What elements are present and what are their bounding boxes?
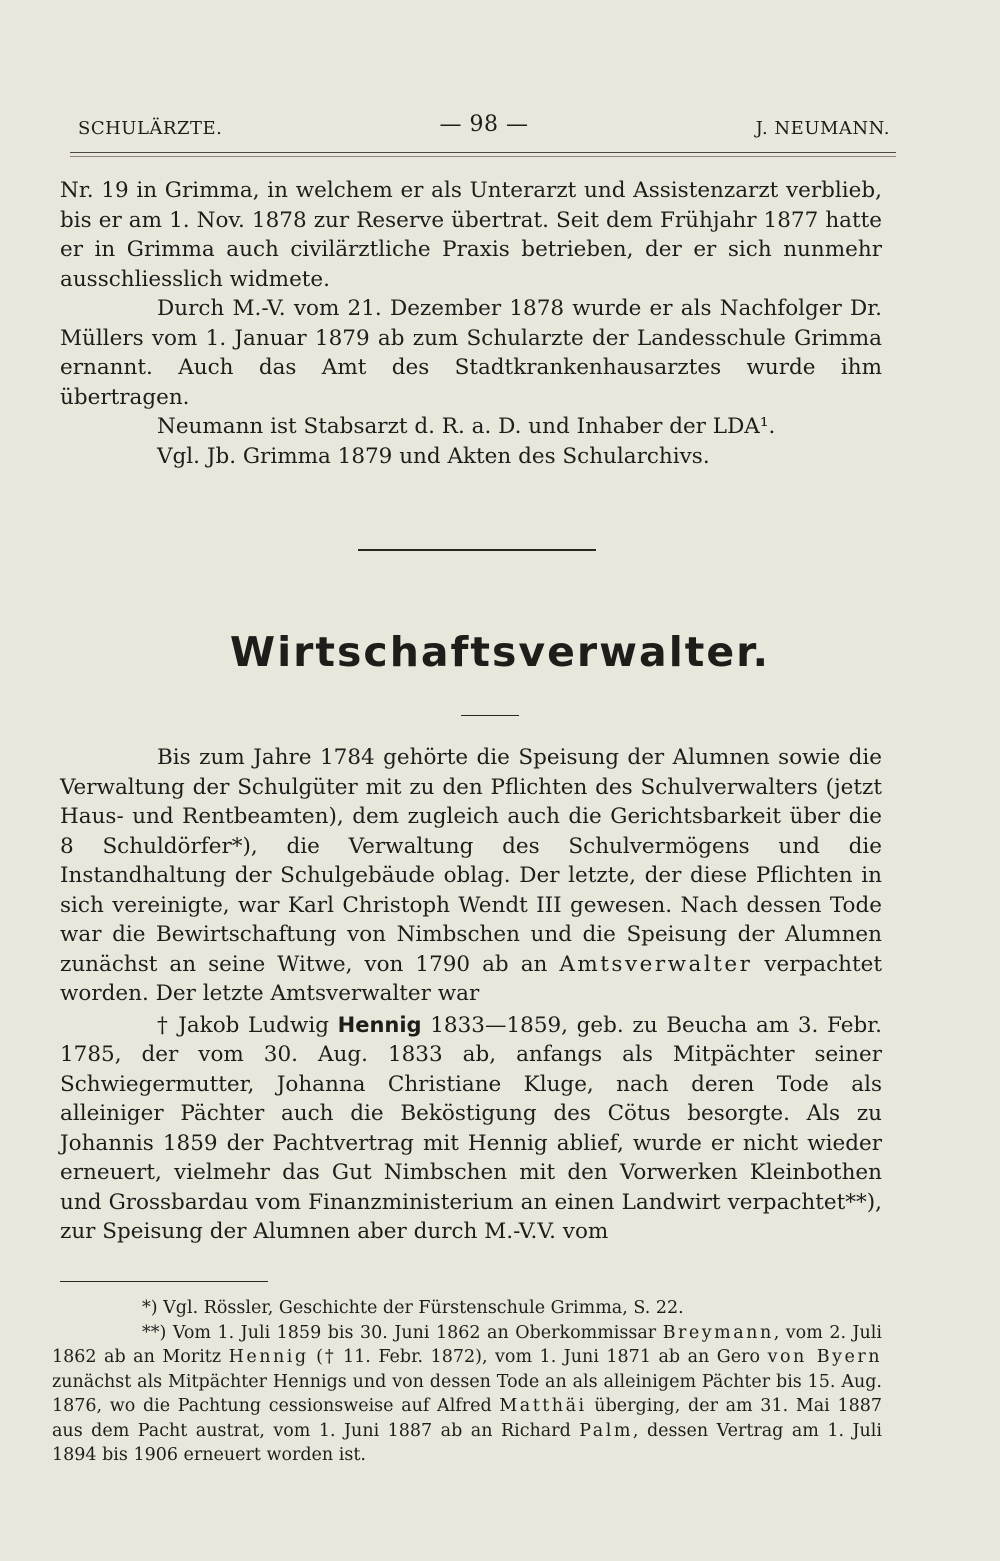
text-run: († 11. Febr. 1872), vom 1. Juni 1871 ab an Gero [316,1347,761,1367]
paragraph: Nr. 19 in Grimma, in welchem er als Unterarzt und Assistenzarzt verblieb, bis er am 1. Nov. 1878 zur Reserve übertrat. Seit dem Frühjahr 1877 hatte er in Grimma auch civilärztliche Praxis betrieben, der er sich nunmehr ausschliesslich widmete. [60,178,882,292]
text-run: 1833—1859, geb. zu Beucha am 3. Febr. 1785, der vom 30. Aug. 1833 ab, anfangs als Mitpächter seiner Schwiegermutter, Johanna Christiane Kluge, nach deren Tode als alleiniger Pächter auch die Beköstigung des Cötus besorgte. Als zu Johannis 1859 der Pachtvertrag mit Hennig ablief, wurde er nicht wieder erneuert, vielmehr das Gut Nimbschen mit den Vorwerken Kleinbothen und Grossbardau vom Finanzministerium an einen Landwirt verpachtet**), zur Speisung der Alumnen aber durch M.-V.V. vom [60,1012,882,1244]
text-run: Bis zum Jahre 1784 gehörte die Speisung der Alumnen sowie die Verwaltung der Schulgüter mit zu den Pflichten des Schulverwalters (jetzt Haus- und Rentbeamten), dem zugleich auch die Gerichtsbarkeit über die 8 Schuldörfer*), die Verwaltung des Schulvermögens und die Instandhaltung der Schulgebäude oblag. Der letzte, der diese Pflichten in sich vereinigte, war Karl Christoph Wendt III gewesen. Nach dessen Tode war die Bewirtschaftung von Nimbschen und die Speisung der Alumnen zunächst an seine Witwe, von 1790 ab an [60,745,882,977]
person-name: Hennig [337,1012,422,1037]
spaced-name: Palm [579,1420,633,1441]
paragraph [60,743,882,1009]
text-run: , dessen Vertrag am 1. Juli 1894 bis 1906 erneuert worden ist. [52,1420,882,1465]
spaced-name: Matthäi [499,1396,587,1416]
top-text-block [60,176,882,471]
header-rule [70,152,896,153]
spaced-name: Hennig [228,1347,309,1367]
paragraph [60,1011,882,1247]
header-left: SCHULÄRZTE. [78,118,223,139]
spaced-name: Breymann [662,1322,774,1343]
spaced-name: von Byern [767,1347,882,1367]
text-run: zunächst als Mitpächter Hennigs und von dessen Tode an als alleinigem Pächter bis 15. Aug. 1876, wo die Pachtung cessionsweise auf Alfred [52,1371,882,1416]
paragraph: Vgl. Jb. Grimma 1879 und Akten des Schularchivs. [157,443,710,469]
text-run: **) Vom 1. Juli 1859 bis 30. Juni 1862 an Oberkommissar [142,1322,657,1343]
header-right: J. NEUMANN. [755,118,890,139]
text-run: verpachtet worden. Der letzte Amtsverwalter war [60,951,882,1006]
paragraph: Durch M.-V. vom 21. Dezember 1878 wurde er als Nachfolger Dr. Müllers vom 1. Januar 1879 ab zum Schularzte der Landesschule Grimma ernannt. Auch das Amt des Stadtkrankenhausarztes wurde ihm übertragen. [60,296,882,410]
header-rule-thin [70,156,896,157]
footnote [52,1321,882,1468]
running-header [78,112,890,142]
paragraph: Neumann ist Stabsarzt d. R. a. D. und Inhaber der LDA¹. [157,414,776,439]
section-title: Wirtschaftsverwalter. [229,628,771,676]
section-separator [358,549,596,551]
text-run: † Jakob Ludwig [157,1012,329,1038]
text-run: überging, der am 31. Mai 1887 aus dem Pacht austrat, vom 1. Juni 1887 ab an Richard [52,1396,882,1441]
spaced-term: Amtsverwalter [559,951,753,977]
page-number: — 98 — [439,112,529,137]
title-underline [461,715,519,716]
main-text-block [60,743,882,1247]
footnote-rule [60,1281,268,1282]
text-run: , vom 2. Juli 1862 ab an Moritz [52,1322,882,1367]
footnotes [52,1296,882,1468]
footnote: *) Vgl. Rössler, Geschichte der Fürstenschule Grimma, S. 22. [142,1298,684,1318]
